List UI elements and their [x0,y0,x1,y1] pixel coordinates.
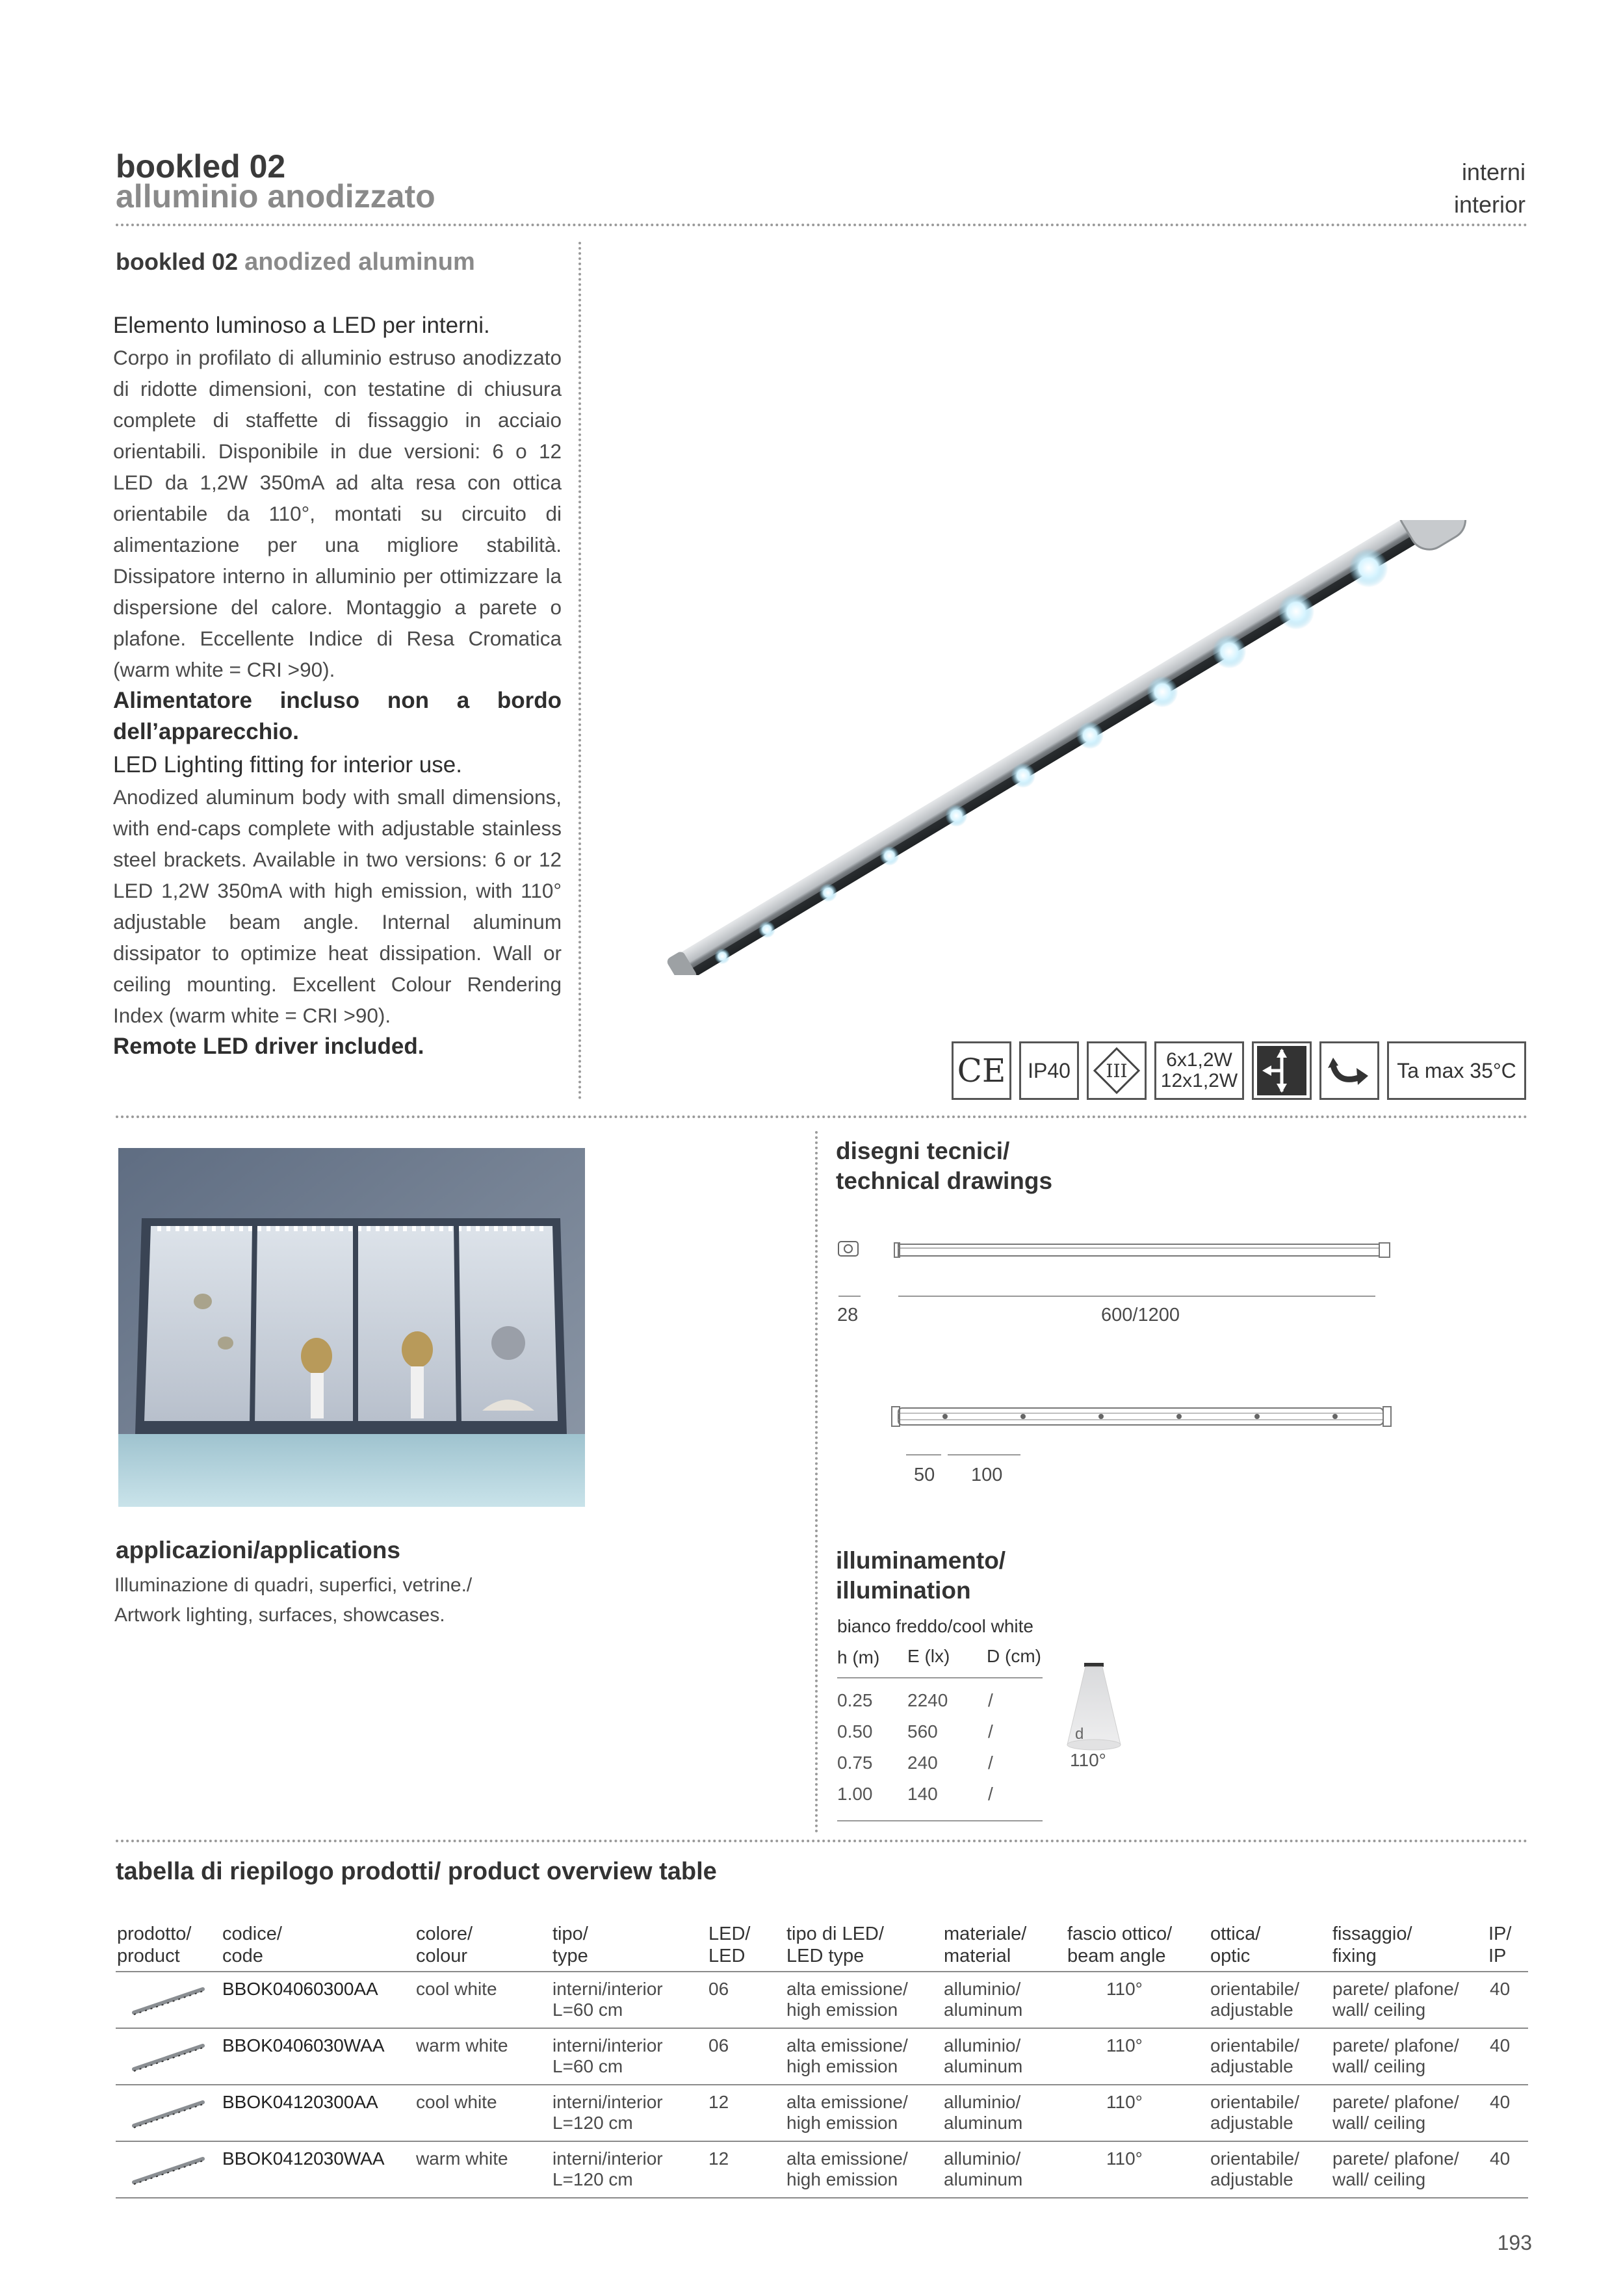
cell-ip-line: 40 [1490,2148,1511,2169]
cell-led-type [786,2035,908,2077]
cell-fixing-line: parete/ plafone/ [1332,1979,1459,1999]
cell-type [552,2092,663,2133]
cell-beam-angle [1106,2035,1143,2056]
cell-beam-angle [1106,2148,1143,2169]
cell-led-line: 06 [708,1979,729,1999]
product-thumbnail-icon [130,2150,208,2189]
cell-ip [1490,2092,1510,2113]
cell-material-line: aluminum [944,2000,1023,2020]
dim-first: 50 [914,1465,935,1485]
cell-type-line: interni/interior [552,2148,663,2169]
dim-length: 600/1200 [1101,1305,1180,1325]
cell-led-type-line: high emission [786,2113,898,2133]
cell-colour [416,1979,497,2000]
product-thumbnail-icon [130,2037,208,2076]
table-divider [116,1840,1528,1842]
cell-code-line: BBOK04120300AA [222,2092,378,2112]
light-cone-icon [1056,1662,1134,1753]
category-it: interni [1461,159,1526,185]
cell-led [708,2035,729,2056]
ce-mark-icon: CE [952,1041,1011,1100]
th-beam-angle: fascio ottico/ beam angle [1067,1924,1173,1966]
cell-fixing [1332,2092,1459,2133]
class-iii-icon: III [1087,1041,1147,1100]
section-divider [116,1115,1528,1118]
cell-material-line: aluminum [944,2113,1023,2133]
cell-optic [1210,2092,1299,2133]
cell-beam-angle-line: 110° [1106,1979,1143,1999]
description-en-lead: LED Lighting fitting for interior use. [113,752,462,777]
cell-colour-line: cool white [416,2092,497,2112]
cell-colour-line: cool white [416,1979,497,1999]
cell-led-type-line: alta emissione/ [786,2092,908,2112]
illumination-subtitle: bianco freddo/cool white [837,1616,1033,1636]
cell-optic [1210,2035,1299,2077]
product-title: bookled 02 [116,148,286,185]
product-photo [624,520,1495,975]
cell-material-line: aluminum [944,2169,1023,2189]
applications-text: Illuminazione di quadri, superfici, vetrine./ Artwork lighting, surfaces, showcases. [114,1574,473,1626]
table-row [116,2028,1528,2085]
description-en-driver: Remote LED driver included. [113,1034,424,1059]
category-label [1454,156,1526,221]
cell-type-line: L=60 cm [552,2056,623,2076]
cell-code-line: BBOK0412030WAA [222,2148,385,2169]
cell-material-line: alluminio/ [944,2035,1021,2055]
cell-optic-line: adjustable [1210,2169,1293,2189]
cell-optic-line: orientabile/ [1210,2148,1299,2169]
cell-optic-line: orientabile/ [1210,2092,1299,2112]
product-thumbnail-icon [130,2093,208,2132]
illumination-title: illuminamento/ illumination [836,1547,1006,1604]
th-led: LED/ LED [708,1924,751,1966]
cell-code [222,1979,378,2000]
cell-type-line: L=120 cm [552,2169,633,2189]
cell-type-line: interni/interior [552,1979,663,1999]
cell-code [222,2092,378,2113]
cell-led-type-line: high emission [786,2169,898,2189]
cell-type-line: interni/interior [552,2035,663,2055]
cell-fixing-line: wall/ ceiling [1332,2000,1426,2020]
cell-ip [1490,1979,1510,2000]
cell-ip [1490,2148,1510,2169]
cell-fixing [1332,1979,1459,2020]
description-italian [113,309,562,748]
cell-type [552,2035,663,2077]
cell-fixing [1332,2148,1459,2190]
product-subtitle: alluminio anodizzato [116,178,435,215]
cell-led-line: 12 [708,2092,729,2112]
cell-beam-angle-line: 110° [1106,2092,1143,2112]
drawings-divider [815,1131,818,1833]
adjustable-optic-icon [1252,1041,1312,1100]
cell-ip-line: 40 [1490,2035,1511,2055]
column-divider [578,242,581,1100]
cell-led-type-line: alta emissione/ [786,2035,908,2055]
cell-material-line: aluminum [944,2056,1023,2076]
cell-led-type [786,2092,908,2133]
table-row [116,2084,1528,2141]
cell-led-type-line: high emission [786,2000,898,2020]
cell-ip-line: 40 [1490,2092,1511,2112]
th-optic: ottica/ optic [1210,1924,1261,1966]
sub-material: anodized aluminum [244,248,475,276]
cone-angle-label: 110° [1070,1750,1106,1770]
drawings-title: disegni tecnici/ technical drawings [836,1138,1053,1194]
header-divider [116,224,1528,226]
cell-fixing-line: parete/ plafone/ [1332,2092,1459,2112]
th-led-type: tipo di LED/ LED type [786,1924,884,1966]
cell-led [708,1979,729,2000]
cell-material-line: alluminio/ [944,1979,1021,1999]
th-fixing: fissaggio/ fixing [1332,1924,1412,1966]
cell-beam-angle-line: 110° [1106,2035,1143,2055]
cell-fixing-line: parete/ plafone/ [1332,2148,1459,2169]
cell-code [222,2035,385,2056]
illumination-header: h (m) E (lx) D (cm) [837,1645,1043,1678]
illumination-table: 0.25 2240 / 0.50 560 / 0.75 240 / 1.00 140 / [837,1690,1043,1821]
cell-optic-line: adjustable [1210,2000,1293,2020]
cell-type-line: L=120 cm [552,2113,633,2133]
temperature-icon: Ta max 35°C [1387,1041,1526,1100]
cell-fixing [1332,2035,1459,2077]
description-english [113,749,562,1062]
cell-led-type-line: high emission [786,2056,898,2076]
cell-led-type [786,2148,908,2190]
curved-arrow-icon [1327,1051,1372,1090]
table-row [116,1971,1528,2028]
table-bottom-rule [116,2197,1528,2198]
cell-code [222,2148,385,2169]
table-row [116,2141,1528,2198]
cell-beam-angle [1106,1979,1143,2000]
ip40-icon: IP40 [1019,1041,1079,1100]
arrows-icon [1254,1043,1309,1098]
cell-ip-line: 40 [1490,1979,1511,1999]
product-subheading [116,248,475,276]
cell-colour-line: warm white [416,2035,508,2055]
cell-material [944,2092,1022,2133]
th-ip: IP/ IP [1488,1924,1512,1966]
description-it-body: Corpo in profilato di alluminio estruso anodizzato di ridotte dimensioni, con testatine di chiusura complete di staffette di fissaggio in acciaio orientabili. Disponibile in due versioni: 6 o 12 LED da 1,2W 350mA ad alta resa con ottica orientabile da 110°, montati su circuito di alimentazione per una migliore stabilità. Dissipatore interno in alluminio per ottimizzare la dispersione del calore. Montaggio a parete o plafone. Eccellente Indice di Resa Cromatica (warm white = CRI >90). [113,346,562,681]
cell-material [944,2148,1022,2190]
cell-colour [416,2035,508,2056]
cell-led [708,2148,729,2169]
product-thumbnail-icon [130,1980,208,2019]
cell-led-type-line: alta emissione/ [786,2148,908,2169]
cell-code-line: BBOK04060300AA [222,1979,378,1999]
cell-led-line: 06 [708,2035,729,2055]
cell-type [552,2148,663,2190]
cell-fixing-line: wall/ ceiling [1332,2169,1426,2189]
cell-colour [416,2148,508,2169]
cell-beam-angle-line: 110° [1106,2148,1143,2169]
cell-fixing-line: wall/ ceiling [1332,2113,1426,2133]
cell-optic-line: adjustable [1210,2056,1293,2076]
cell-type [552,1979,663,2020]
sub-name: bookled 02 [116,248,239,275]
cell-optic [1210,2148,1299,2190]
th-code: codice/ code [222,1924,282,1966]
cell-fixing-line: parete/ plafone/ [1332,2035,1459,2055]
cell-colour-line: warm white [416,2148,508,2169]
cell-material [944,1979,1022,2020]
rotation-icon [1319,1041,1379,1100]
cell-fixing-line: wall/ ceiling [1332,2056,1426,2076]
application-photo [118,1148,585,1507]
th-type: tipo/ type [552,1924,588,1966]
description-it-driver: Alimentatore incluso non a bordo dell’apparecchio. [113,688,562,744]
cell-optic [1210,1979,1299,2020]
power-icon: 6x1,2W 12x1,2W [1154,1041,1244,1100]
cell-optic-line: orientabile/ [1210,2035,1299,2055]
th-material: materiale/ material [944,1924,1027,1966]
cell-material [944,2035,1022,2077]
description-it-lead: Elemento luminoso a LED per interni. [113,313,490,338]
cell-ip [1490,2035,1510,2056]
applications-title: applicazioni/applications [116,1537,400,1563]
cell-optic-line: orientabile/ [1210,1979,1299,1999]
dim-section: 28 [837,1305,859,1325]
description-en-body: Anodized aluminum body with small dimensions, with end-caps complete with adjustable stainless steel brackets. Available in two versions: 6 or 12 LED 1,2W 350mA with high emission, with 110° adjustable beam angle. Internal aluminum dissipator to optimize heat dissipation. Wall or ceiling mounting. Excellent Colour Rendering Index (warm white = CRI >90). [113,785,562,1027]
cell-colour [416,2092,497,2113]
cell-beam-angle [1106,2092,1143,2113]
cell-led-type [786,1979,908,2020]
th-colour: colore/ colour [416,1924,473,1966]
cell-type-line: interni/interior [552,2092,663,2112]
cell-material-line: alluminio/ [944,2092,1021,2112]
cell-optic-line: adjustable [1210,2113,1293,2133]
cell-code-line: BBOK0406030WAA [222,2035,385,2055]
dim-pitch: 100 [971,1465,1003,1485]
category-en: interior [1453,191,1526,218]
table-title: tabella di riepilogo prodotti/ product overview table [116,1858,717,1885]
cone-diameter-label: d [1075,1725,1084,1743]
cell-type-line: L=60 cm [552,2000,623,2020]
page-number: 193 [1497,2231,1532,2254]
cell-material-line: alluminio/ [944,2148,1021,2169]
cell-led-type-line: alta emissione/ [786,1979,908,1999]
th-product: prodotto/ product [117,1924,192,1966]
cell-led-line: 12 [708,2148,729,2169]
cell-led [708,2092,729,2113]
